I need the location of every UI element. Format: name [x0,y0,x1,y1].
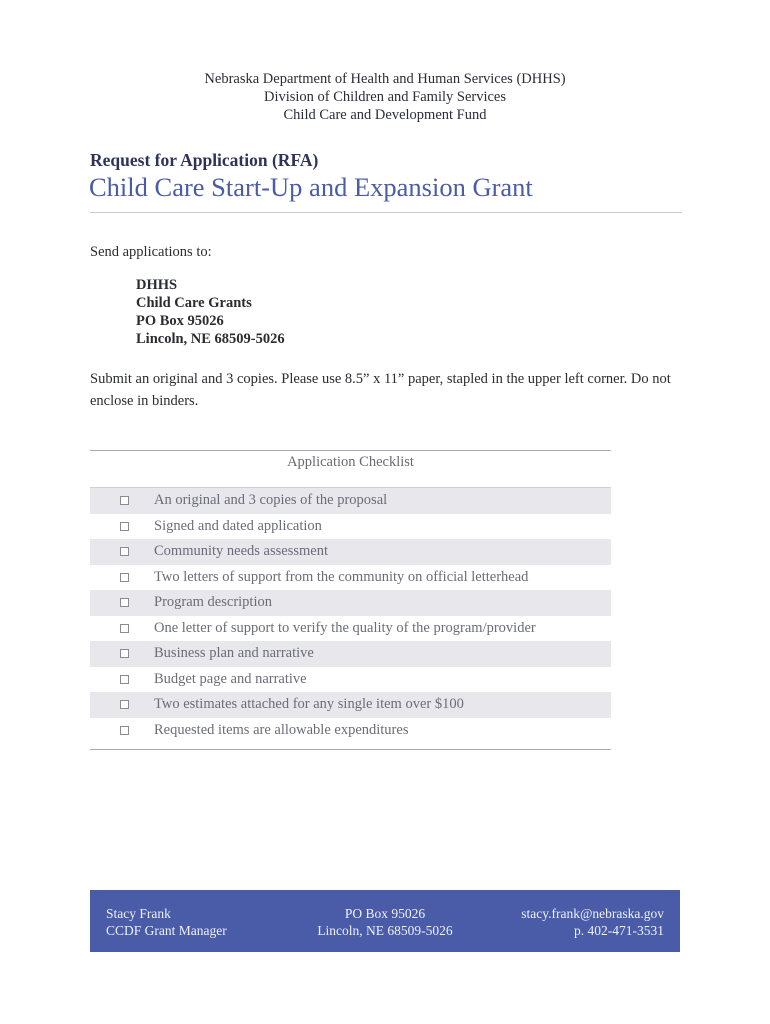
contact-city: Lincoln, NE 68509-5026 [317,923,453,938]
checklist-item [90,616,611,642]
checkbox[interactable] [120,598,129,607]
division-name: Division of Children and Family Services [263,89,507,105]
send-applications-label: Send applications to: [90,244,212,260]
checkbox[interactable] [120,624,129,633]
checklist-item-label: Community needs assessment [154,543,328,559]
checkbox[interactable] [120,700,129,709]
contact-person [106,905,227,939]
address-line-2: Child Care Grants [136,295,252,311]
contact-details [521,905,664,939]
checklist-item [90,641,611,667]
checklist-item-label: One letter of support to verify the quality of the program/provider [154,619,536,636]
title-divider [90,212,682,213]
checkbox[interactable] [120,547,129,556]
address-line-3: PO Box 95026 [136,313,224,329]
contact-footer [90,890,680,952]
checklist-item [90,488,611,514]
checklist-item [90,539,611,565]
checklist-item-label: Requested items are allowable expenditures [154,721,409,738]
rfa-label: Request for Application (RFA) [90,150,319,170]
address-line-4: Lincoln, NE 68509-5026 [136,331,285,347]
checklist-title: Application Checklist [90,451,611,488]
mailing-address [136,276,285,348]
checkbox[interactable] [120,649,129,658]
checklist-item [90,590,611,616]
checkbox[interactable] [120,726,129,735]
page-title: Child Care Start-Up and Expansion Grant [89,172,533,202]
checkbox[interactable] [120,573,129,582]
contact-phone: p. 402-471-3531 [574,923,664,938]
organization-name: Nebraska Department of Health and Human Services (DHHS) [204,71,566,87]
contact-email[interactable]: stacy.frank@nebraska.gov [521,906,664,921]
address-line-1: DHHS [136,277,178,293]
checklist-item-label: Program description [154,594,272,610]
checklist-item-label: Two letters of support from the community on official letterhead [154,568,529,585]
fund-name: Child Care and Development Fund [283,107,487,123]
application-checklist [90,450,611,750]
contact-po-box: PO Box 95026 [344,906,426,921]
checklist-item [90,718,611,744]
checklist-item [90,692,611,718]
checklist-item-label: Signed and dated application [154,517,322,534]
checklist-item-label: Two estimates attached for any single item over $100 [154,696,464,712]
checklist-item-label: An original and 3 copies of the proposal [154,492,388,508]
checklist-item [90,667,611,693]
organization-header [0,70,770,124]
contact-address [285,905,485,939]
checklist-item-label: Budget page and narrative [154,670,307,687]
checklist-item [90,565,611,591]
checklist-rows [90,488,611,743]
checkbox[interactable] [120,522,129,531]
contact-name: Stacy Frank [106,906,171,921]
contact-role: CCDF Grant Manager [106,923,227,938]
submission-instructions: Submit an original and 3 copies. Please use 8.5” x 11” paper, stapled in the upper left corner. Do not enclose in binders. [90,371,671,409]
checkbox[interactable] [120,496,129,505]
checklist-item [90,514,611,540]
checklist-item-label: Business plan and narrative [154,645,314,661]
checkbox[interactable] [120,675,129,684]
